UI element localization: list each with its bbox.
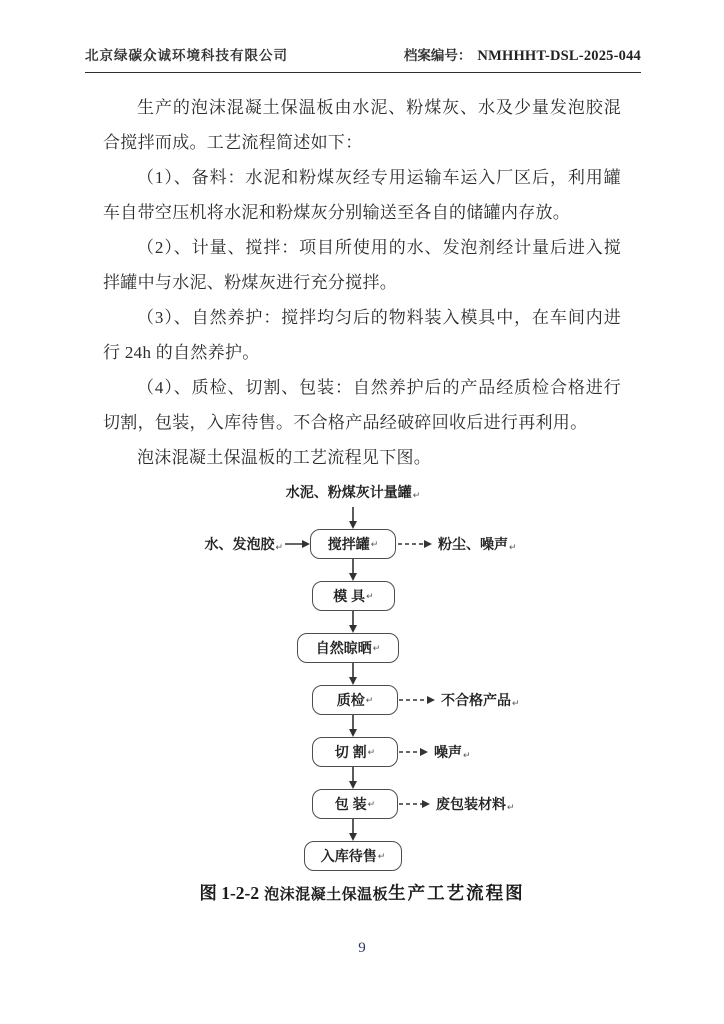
paragraph-figure-ref: 泡沫混凝土保温板的工艺流程见下图。 xyxy=(137,448,432,467)
flow-step-cutting xyxy=(312,737,398,767)
arrow-mold-to-drying xyxy=(349,611,357,633)
emission-waste-packaging xyxy=(436,789,515,822)
return-mark: ↵ xyxy=(412,490,421,500)
return-mark: ↵ xyxy=(367,746,376,757)
flow-step-label: 包 装 xyxy=(334,796,367,812)
flow-source-label xyxy=(286,482,421,502)
paragraph-step4: （4）、质检、切割、包装：自然养护后的产品经质检合格进行切割，包装，入库待售。不合格产品经破碎回收后进行再利用。 xyxy=(103,378,621,432)
paragraph-step1: （1）、备料：水泥和粉煤灰经专用运输车运入厂区后，利用罐车自带空压机将水泥和粉煤灰分别输送至各自的储罐内存放。 xyxy=(103,168,621,222)
figure-title-product: 泡沫混凝土保温板 xyxy=(264,887,389,903)
figure-number: 图 1-2-2 xyxy=(199,883,260,903)
paragraph-step2: （2）、计量、搅拌：项目所使用的水、发泡剂经计量后进入搅拌罐中与水泥、粉煤灰进行充分搅拌。 xyxy=(103,238,621,292)
emission-rejects xyxy=(441,685,520,718)
company-name: 北京绿碳众诚环境科技有限公司 xyxy=(85,48,288,63)
flow-input-label xyxy=(204,529,283,562)
arrow-mixer-to-mold xyxy=(349,559,357,581)
flow-step-quality-check xyxy=(312,685,398,715)
arrow-emission-dust-noise xyxy=(398,540,432,548)
return-mark: ↵ xyxy=(370,538,379,549)
flow-step-label: 入库待售 xyxy=(320,848,377,864)
archive-number-value: NMHHHT-DSL-2025-044 xyxy=(477,48,641,64)
emission-text: 不合格产品 xyxy=(441,692,511,708)
emission-dust-noise xyxy=(438,529,517,562)
flow-step-storage xyxy=(304,841,402,871)
return-mark: ↵ xyxy=(366,590,374,601)
return-mark: ↵ xyxy=(367,798,376,809)
flow-input-text: 水、发泡胶 xyxy=(204,536,275,552)
page-number: 9 xyxy=(358,940,366,956)
return-mark: ↵ xyxy=(377,850,386,861)
return-mark: ↵ xyxy=(372,642,381,653)
arrow-emission-rejects xyxy=(399,696,435,704)
flow-step-natural-drying xyxy=(297,633,399,663)
emission-noise xyxy=(434,737,471,770)
return-mark: ↵ xyxy=(512,698,520,708)
return-mark: ↵ xyxy=(365,694,374,705)
process-flowchart xyxy=(0,480,724,880)
paragraph-step3: （3）、自然养护：搅拌均匀后的物料装入模具中，在车间内进行 24h 的自然养护。 xyxy=(103,308,621,362)
archive-number-label: 档案编号： xyxy=(403,48,472,63)
paragraph-intro: 生产的泡沫混凝土保温板由水泥、粉煤灰、水及少量发泡胶混合搅拌而成。工艺流程简述如下： xyxy=(103,98,621,152)
flow-step-label: 质检 xyxy=(336,692,365,708)
body-text xyxy=(103,90,621,475)
arrow-feed-to-mixer xyxy=(349,507,357,529)
arrow-input-to-mixer xyxy=(285,540,310,548)
arrow-cutting-to-packaging xyxy=(349,767,357,789)
arrow-packaging-to-storage xyxy=(349,819,357,841)
flow-step-label: 模 具 xyxy=(333,588,366,604)
archive-number xyxy=(404,44,641,65)
return-mark: ↵ xyxy=(509,542,517,552)
page-header xyxy=(85,44,641,73)
figure-title-suffix: 生产工艺流程图 xyxy=(388,883,525,903)
figure-caption xyxy=(0,880,724,905)
emission-text: 废包装材料 xyxy=(436,796,506,812)
return-mark: ↵ xyxy=(275,542,283,552)
arrow-drying-to-qc xyxy=(349,663,357,685)
arrow-emission-waste-packaging xyxy=(399,800,430,808)
return-mark: ↵ xyxy=(463,750,471,760)
flow-step-mixing-tank xyxy=(310,529,396,559)
flow-step-label: 搅拌罐 xyxy=(327,536,370,552)
flow-step-mold xyxy=(312,581,395,611)
flow-source-text: 水泥、粉煤灰计量罐 xyxy=(285,484,412,500)
arrow-emission-noise xyxy=(399,748,428,756)
flow-step-packaging xyxy=(312,789,398,819)
return-mark: ↵ xyxy=(507,802,515,812)
emission-text: 噪声 xyxy=(434,744,462,760)
emission-text: 粉尘、噪声 xyxy=(438,536,508,552)
flow-step-label: 切 割 xyxy=(334,744,367,760)
arrow-qc-to-cutting xyxy=(349,715,357,737)
flow-step-label: 自然晾晒 xyxy=(315,640,372,656)
